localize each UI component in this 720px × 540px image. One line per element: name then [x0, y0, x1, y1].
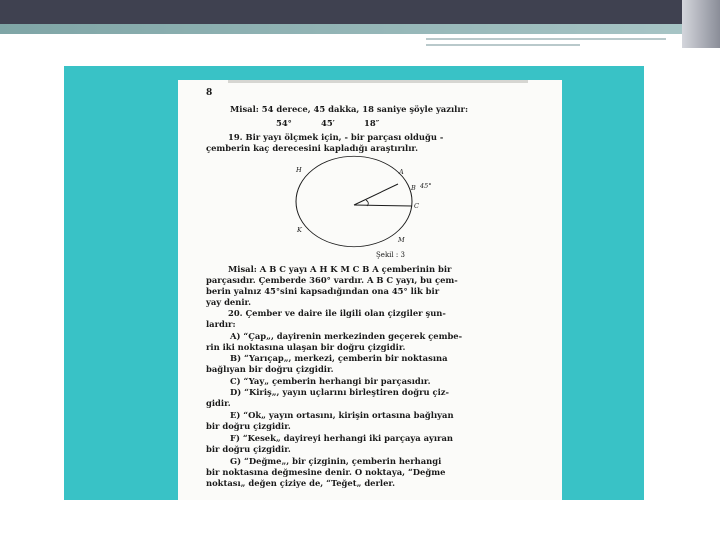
text-line: gidir. — [206, 398, 231, 408]
point-label-C: C — [414, 202, 419, 210]
text-line: A) “Çap„, dayirenin merkezinden geçerek çembe- — [230, 331, 463, 341]
text-line: rin iki noktasına ulaşan bir doğru çizgidir. — [206, 342, 406, 352]
radius-to-A — [354, 184, 398, 205]
decor-line — [426, 38, 666, 40]
circle — [296, 156, 412, 246]
text-line: C) “Yay„ çemberin herhangi bir parçasıdır. — [230, 376, 431, 386]
point-label-H: H — [296, 166, 302, 174]
text-line: çemberin kaç derecesini kapladığı araştırılır. — [206, 143, 418, 153]
text-line: E) “Ok„ yayın ortasını, kirişin ortasına bağlıyan — [230, 410, 454, 420]
point-label-K: K — [297, 226, 302, 234]
text-line: 19. Bir yayı ölçmek için, - bir parçası olduğu - — [228, 132, 444, 142]
text-line: 54° 45′ 18″ — [276, 118, 380, 128]
slide-header-accent — [0, 24, 720, 34]
text-line: F) “Kesek„ dayireyi herhangi iki parçaya ayıran — [230, 433, 453, 443]
text-line: 20. Çember ve daire ile ilgili olan çizgiler şun- — [228, 308, 446, 318]
page-top-edge — [228, 80, 528, 83]
text-line: bağlıyan bir doğru çizgidir. — [206, 364, 334, 374]
point-label-A: A — [399, 168, 404, 176]
circle-figure — [286, 150, 466, 250]
radius-to-C — [354, 205, 412, 206]
text-line: Misal: 54 derece, 45 dakka, 18 saniye şöyle yazılır: — [230, 104, 469, 114]
text-line: lardır: — [206, 319, 236, 329]
decor-line — [426, 44, 580, 46]
text-line: D) “Kiriş„, yayın uçlarını birleştiren doğru çiz- — [230, 387, 449, 397]
slide-header-bar — [0, 0, 720, 24]
text-line: berin yalnız 45°sini kapsadığından ona 45° lik bir — [206, 286, 440, 296]
text-line: parçasıdır. Çemberde 360° vardır. A B C yayı, bu çem- — [206, 275, 458, 285]
text-line: B) “Yarıçap„, merkezi, çemberin bir noktasına — [230, 353, 448, 363]
text-line: bir doğru çizgidir. — [206, 444, 291, 454]
text-line: bir doğru çizgidir. — [206, 421, 291, 431]
text-line: G) “Değme„, bir çizginin, çemberin herhangi — [230, 456, 442, 466]
text-line: yay denir. — [206, 297, 252, 307]
point-label-B: B — [411, 184, 416, 192]
scanned-page — [178, 80, 562, 500]
angle-label: 45° — [420, 182, 432, 190]
corner-decoration — [682, 0, 720, 48]
figure-caption: Şekil : 3 — [376, 251, 405, 259]
text-line: bir noktasına değmesine denir. O noktaya, “Değme — [206, 467, 446, 477]
page-number: 8 — [206, 88, 213, 98]
point-label-M: M — [398, 236, 405, 244]
text-line: noktası„ değen çiziye de, “Teğet„ derler. — [206, 478, 395, 488]
text-line: Misal: A B C yayı A H K M C B A çemberinin bir — [228, 264, 452, 274]
